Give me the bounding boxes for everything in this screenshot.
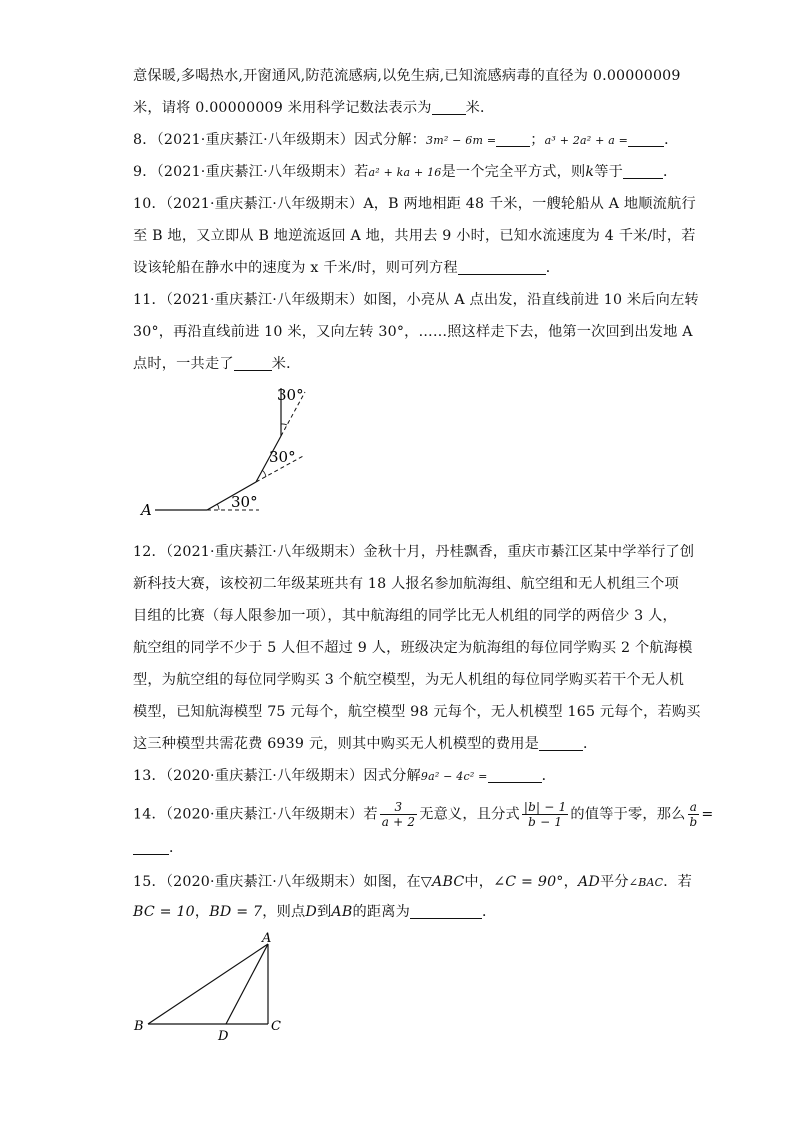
q14-mid-2: 的值等于零，那么 xyxy=(570,806,686,823)
q9-line xyxy=(133,162,678,183)
q12-text-4: 航空组的同学不少于 5 人但不超过 9 人，班级决定为航海组的每位同学购买 2 个航海模 xyxy=(133,640,693,656)
q12-line-5 xyxy=(133,670,684,690)
q10-answer-blank[interactable] xyxy=(458,260,546,275)
q15-label-d: D xyxy=(218,1029,229,1044)
q15-d: D xyxy=(305,904,317,920)
q8-answer-blank-2[interactable] xyxy=(628,132,664,147)
q14-line-2 xyxy=(133,838,663,858)
q11-angle-arc-1 xyxy=(218,505,220,511)
q14-fraction-1 xyxy=(380,800,417,829)
q13-prefix: 13．（2020·重庆綦江·八年级期末）因式分解 xyxy=(133,768,421,784)
q15-bc: BC = 10 xyxy=(133,904,195,920)
q15-ab: AB xyxy=(331,904,353,920)
q8-answer-blank-1[interactable] xyxy=(496,132,530,147)
q14-fraction-1-numerator: 3 xyxy=(380,800,417,815)
q13-line xyxy=(133,766,663,787)
q10-end: ． xyxy=(545,260,561,276)
q11-angle-label-2: 30° xyxy=(269,448,296,466)
q11-line-3 xyxy=(133,354,663,374)
q12-end: ． xyxy=(583,736,598,752)
q12-text-6: 模型，已知航海模型 75 元每个，航空模型 98 元每个，无人机模型 165 元每个，若购买 xyxy=(133,704,701,720)
q14-equals: = xyxy=(701,806,714,823)
q9-suffix: 等于 xyxy=(594,164,623,180)
q7-text-1: 意保暖,多喝热水,开窗通风,防范流感病,以免生病,已知流感病毒的直径为 0.00000009 xyxy=(133,68,681,84)
q15-mid-6: 的距离为 xyxy=(352,904,411,920)
q15-triangle: ▽ABC xyxy=(420,874,465,890)
q12-line-3 xyxy=(133,606,677,626)
q10-line-2 xyxy=(133,226,696,246)
q14-prefix: 14．（2020·重庆綦江·八年级期末）若 xyxy=(133,806,378,823)
q9-prefix: 9．（2021·重庆綦江·八年级期末）若 xyxy=(133,164,369,180)
q15-mid-4: ，则点 xyxy=(262,904,306,920)
q9-end: ． xyxy=(663,164,678,180)
q7-line-2 xyxy=(133,98,663,118)
q12-answer-blank[interactable] xyxy=(539,736,583,751)
q11-path-figure xyxy=(135,382,325,522)
q14-fraction-3-denominator: b xyxy=(689,815,698,829)
q10-line-1 xyxy=(133,194,696,214)
q15-angle: ∠C = 90° xyxy=(493,874,564,890)
q11-text-1: 11．（2021·重庆綦江·八年级期末）如图，小亮从 A 点出发，沿直线前进 10 米后向左转 xyxy=(133,292,699,308)
q15-end: ． xyxy=(482,904,497,920)
q15-ad: AD xyxy=(577,874,601,890)
q12-line-1 xyxy=(133,542,695,562)
q11-angle-arc-3 xyxy=(281,424,287,425)
q12-line-2 xyxy=(133,574,679,594)
q15-label-a: A xyxy=(262,931,272,946)
q7-text-3: 米． xyxy=(465,100,495,116)
q14-fraction-3-numerator: a xyxy=(688,800,700,815)
q10-line-3 xyxy=(133,258,663,278)
q12-line-7 xyxy=(133,734,663,754)
q14-fraction-1-denominator: a + 2 xyxy=(381,815,416,829)
q15-side-ab xyxy=(148,944,268,1024)
q14-fraction-3 xyxy=(688,800,700,829)
q14-answer-blank[interactable] xyxy=(133,840,169,855)
q13-end: ． xyxy=(541,768,556,784)
q13-expression: 9a² − 4c² = xyxy=(420,770,488,783)
q15-comma-2: ， xyxy=(194,904,210,920)
q15-bd: BD = 7 xyxy=(209,904,263,920)
q15-line-2 xyxy=(133,902,663,922)
q14-fraction-2-numerator: |b| − 1 xyxy=(523,800,567,814)
q14-fraction-2-denominator: b − 1 xyxy=(528,815,563,829)
q15-mid-1: 中， xyxy=(464,874,494,890)
q12-text-1: 12．（2021·重庆綦江·八年级期末）金秋十月，丹桂飘香，重庆市綦江区某中学举行了创 xyxy=(133,544,695,560)
q11-label-a: A xyxy=(141,501,152,519)
q8-line xyxy=(133,130,679,151)
q15-mid-3: ．若 xyxy=(663,874,693,890)
q7-answer-blank[interactable] xyxy=(432,100,466,115)
q8-separator: ； xyxy=(530,132,545,148)
q9-mid: 是一个完全平方式，则 xyxy=(441,164,586,180)
q10-text-1: 10．（2021·重庆綦江·八年级期末）A，B 两地相距 48 千米，一艘轮船从 A 地顺流航行 xyxy=(133,196,696,212)
q12-line-6 xyxy=(133,702,701,722)
q15-segment-ad xyxy=(226,944,268,1024)
q7-text-2: 米，请将 0.00000009 米用科学记数法表示为 xyxy=(133,100,432,116)
q11-line-1 xyxy=(133,290,699,310)
q9-expression: a² + ka + 16 xyxy=(368,166,442,179)
q12-text-5: 型，为航空组的每位同学购买 3 个航空模型，为无人机组的每位同学购买若干个无人机 xyxy=(133,672,684,688)
q11-angle-label-3: 30° xyxy=(277,386,304,404)
q15-mid-5: 到 xyxy=(316,904,332,920)
q11-answer-blank[interactable] xyxy=(234,356,272,371)
q13-answer-blank[interactable] xyxy=(488,768,542,783)
q15-answer-blank[interactable] xyxy=(410,904,482,919)
q11-text-3: 点时，一共走了 xyxy=(133,356,234,372)
q15-prefix: 15．（2020·重庆綦江·八年级期末）如图，在 xyxy=(133,874,421,890)
q9-answer-blank[interactable] xyxy=(623,164,663,179)
q15-line-1 xyxy=(133,872,693,893)
q14-fraction-2 xyxy=(522,800,569,829)
q15-triangle-figure xyxy=(128,928,298,1046)
q9-variable: k xyxy=(585,164,595,180)
q15-label-b: B xyxy=(134,1019,144,1034)
q8-expression-1: 3m² − 6m = xyxy=(426,134,497,147)
q15-mid-2: 平分 xyxy=(600,874,629,890)
q7-line-1 xyxy=(133,66,681,86)
q11-angle-arc-2 xyxy=(262,470,266,477)
q12-text-2: 新科技大赛，该校初二年级某班共有 18 人报名参加航海组、航空组和无人机组三个项 xyxy=(133,576,679,592)
q11-end: 米． xyxy=(271,356,301,372)
q12-text-3: 目组的比赛（每人限参加一项），其中航海组的同学比无人机组的同学的两倍少 3 人， xyxy=(133,608,677,624)
q11-angle-label-1: 30° xyxy=(231,493,258,511)
q10-text-3: 设该轮船在静水中的速度为 x 千米/时，则可列方程 xyxy=(133,260,458,276)
q14-mid-1: 无意义，且分式 xyxy=(419,806,520,823)
q12-line-4 xyxy=(133,638,693,658)
q14-line-1 xyxy=(133,800,714,829)
q15-bac: ∠BAC xyxy=(628,876,664,889)
q15-label-c: C xyxy=(271,1019,281,1034)
q10-text-2: 至 B 地，又立即从 B 地逆流返回 A 地，共用去 9 小时，已知水流速度为 4 千米/时，若 xyxy=(133,228,696,244)
q15-comma-1: ， xyxy=(563,874,578,890)
q8-end: ． xyxy=(664,132,679,148)
q12-text-7: 这三种模型共需花费 6939 元，则其中购买无人机模型的费用是 xyxy=(133,736,540,752)
q8-expression-2: a³ + 2a² + a = xyxy=(544,134,629,147)
q11-text-2: 30°，再沿直线前进 10 米，又向左转 30°，……照这样走下去，他第一次回到出发地 A xyxy=(133,324,693,340)
q8-prefix: 8．（2021·重庆綦江·八年级期末）因式分解： xyxy=(133,132,427,148)
q14-end: ． xyxy=(169,840,184,856)
q11-line-2 xyxy=(133,322,693,342)
